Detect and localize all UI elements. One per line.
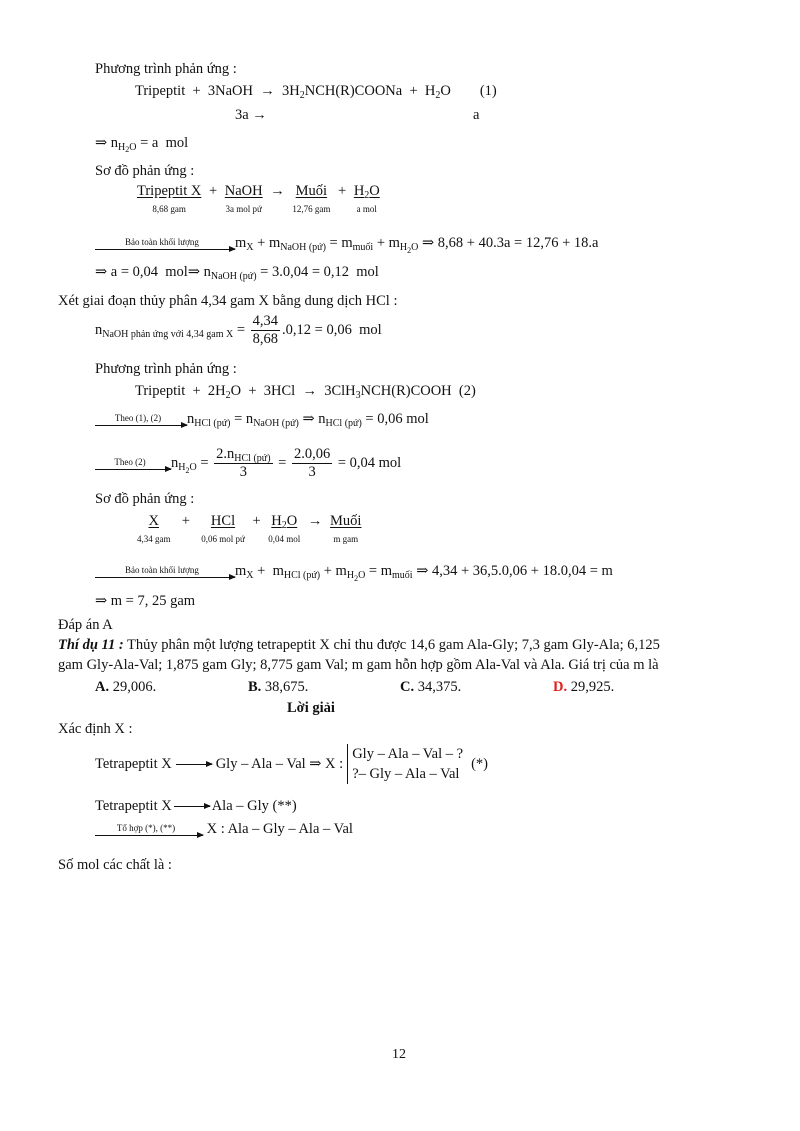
example-11-line-2: gam Gly-Ala-Val; 1,875 gam Gly; 8,775 gam Val; m gam hỗn hợp gồm Ala-Val và Ala. Giá trị của m là [58,657,659,673]
determine-x-heading: Xác định X : [58,721,133,737]
scheme1-tripeptit: Tripeptit X 8,68 gam [137,183,202,214]
equation-1: Tripeptit + 3NaOH → $3H_2NCH(R)COONa + H_2O$ (1) [135,83,497,101]
fraction-2nhcl-3: $\frac{2.n_{HCl (pứ)}}{3}$ [216,446,271,480]
section-heading-scheme-1: Sơ đồ phản ứng : [95,163,195,179]
option-b: B. 38,675. [248,679,309,695]
reaction-scheme-1: Tripeptit X 8,68 gam + NaOH 3a mol pứ → Muối 12,76 gam + $H_2O$ a mol [137,183,380,214]
n-naoh-fraction-line: $n_{NaOH phản ứng với 4,34 gam X}$ = $\frac{4,34}{8,68}$ .0,12 = 0,06 mol [95,313,382,347]
mass-balance-1: Bảo toàn khối lượng $m_X + m_{NaOH (pứ)} = m_{muối} + m_{H_2O}$ ⇒ 8,68 + 40.3a = 12,76 + 18.a [95,234,598,252]
scheme2-muoi: Muối m gam [330,513,362,544]
equation-1-mol-a: a [473,107,480,123]
section-heading-reaction: Phương trình phản ứng : [95,61,237,77]
arrow-mass-balance-2: Bảo toàn khối lượng [95,565,235,578]
option-c: C. 34,375. [400,679,462,695]
scheme1-muoi: Muối 12,76 gam [292,183,331,214]
equation-1-mol-a3: 3a → [235,107,267,123]
mass-balance-2: Bảo toàn khối lượng $m_X + m_{HCl (pứ)} + m_{H_2O} = m_{muối}$ ⇒ 4,34 + 36,5.0,06 + 18.0,04 = m [95,562,613,580]
n-hcl-line: Theo (1), (2) $n_{HCl (pứ)} = n_{NaOH (pứ)}$ ⇒ $n_{HCl (pứ)} = 0,06$ mol [95,410,429,428]
n-h2o-line: ⇒ $n_{H_2O} = a$ mol [95,135,189,154]
result-a-line: ⇒ a = 0,04 mol⇒ $n_{NaOH (pứ)} = 3.0,04 = 0,12$ mol [95,264,379,282]
hcl-stage-heading: Xét giai đoạn thủy phân 4,34 gam X bằng dung dịch HCl : [58,293,398,309]
tetrapeptit-line-2: Tetrapeptit X Ala – Gly (**) [95,798,297,814]
example-11-label: Thí dụ 11 : [58,637,124,653]
reaction-scheme-2: X 4,34 gam + HCl 0,06 mol pứ + $H_2O$ 0,04 mol → Muối m gam [137,513,362,544]
section-heading-scheme-2: Sơ đồ phản ứng : [95,491,195,507]
scheme2-hcl: HCl 0,06 mol pứ [201,513,245,544]
arrow-to-hop: Tổ hợp (*), (**) [95,823,203,836]
scheme1-naoh: NaOH 3a mol pứ [224,183,263,214]
page-number: 12 [392,1047,406,1062]
arrow-theo-1-2: Theo (1), (2) [95,413,187,426]
arrow-theo-2: Theo (2) [95,457,171,470]
scheme2-h2o: $H_2O$ 0,04 mol [268,513,301,544]
fraction-434-868: $\frac{4,34}{8,68}$ [252,313,279,347]
result-m-line: ⇒ m = 7, 25 gam [95,593,196,609]
tetrapeptit-line-1: Tetrapeptit X Gly – Ala – Val ⇒ X : Gly – Ala – Val – ? ?– Gly – Ala – Val (*) [95,746,488,782]
example-11-line-1: Thí dụ 11 : Thủy phân một lượng tetrapeptit X chỉ thu được 14,6 gam Ala-Gly; 7,3 gam Gly-Ala; 6,125 [58,637,660,653]
option-a: A. 29,006. [95,679,157,695]
fraction-2006-3: $\frac{2.0,06}{3}$ [293,446,331,480]
answer-line: Đáp án A [58,617,113,633]
mol-heading: Số mol các chất là : [58,857,172,873]
scheme2-x: X 4,34 gam [137,513,171,544]
x-candidates-bracket: Gly – Ala – Val – ? ?– Gly – Ala – Val [347,744,463,784]
solution-heading: Lời giải [287,700,335,716]
equation-2: Tripeptit + $2H_2O + 3HCl$ → 3ClH$_3$NCH(R)COOH (2) [135,383,476,401]
option-d: D. 29,925. [553,679,615,695]
scheme1-h2o: $H_2O$ a mol [353,183,380,214]
n-h2o-line-2: Theo (2) $n_{H_2O}$ = $\frac{2.n_{HCl (pứ)}}{3}$ = $\frac{2.0,06}{3}$ = 0,04 mol [95,446,401,481]
arrow-mass-balance-1: Bảo toàn khối lượng [95,237,235,250]
combine-line: Tổ hợp (*), (**) X : Ala – Gly – Ala – Val [95,820,353,838]
section-heading-reaction-2: Phương trình phản ứng : [95,361,237,377]
